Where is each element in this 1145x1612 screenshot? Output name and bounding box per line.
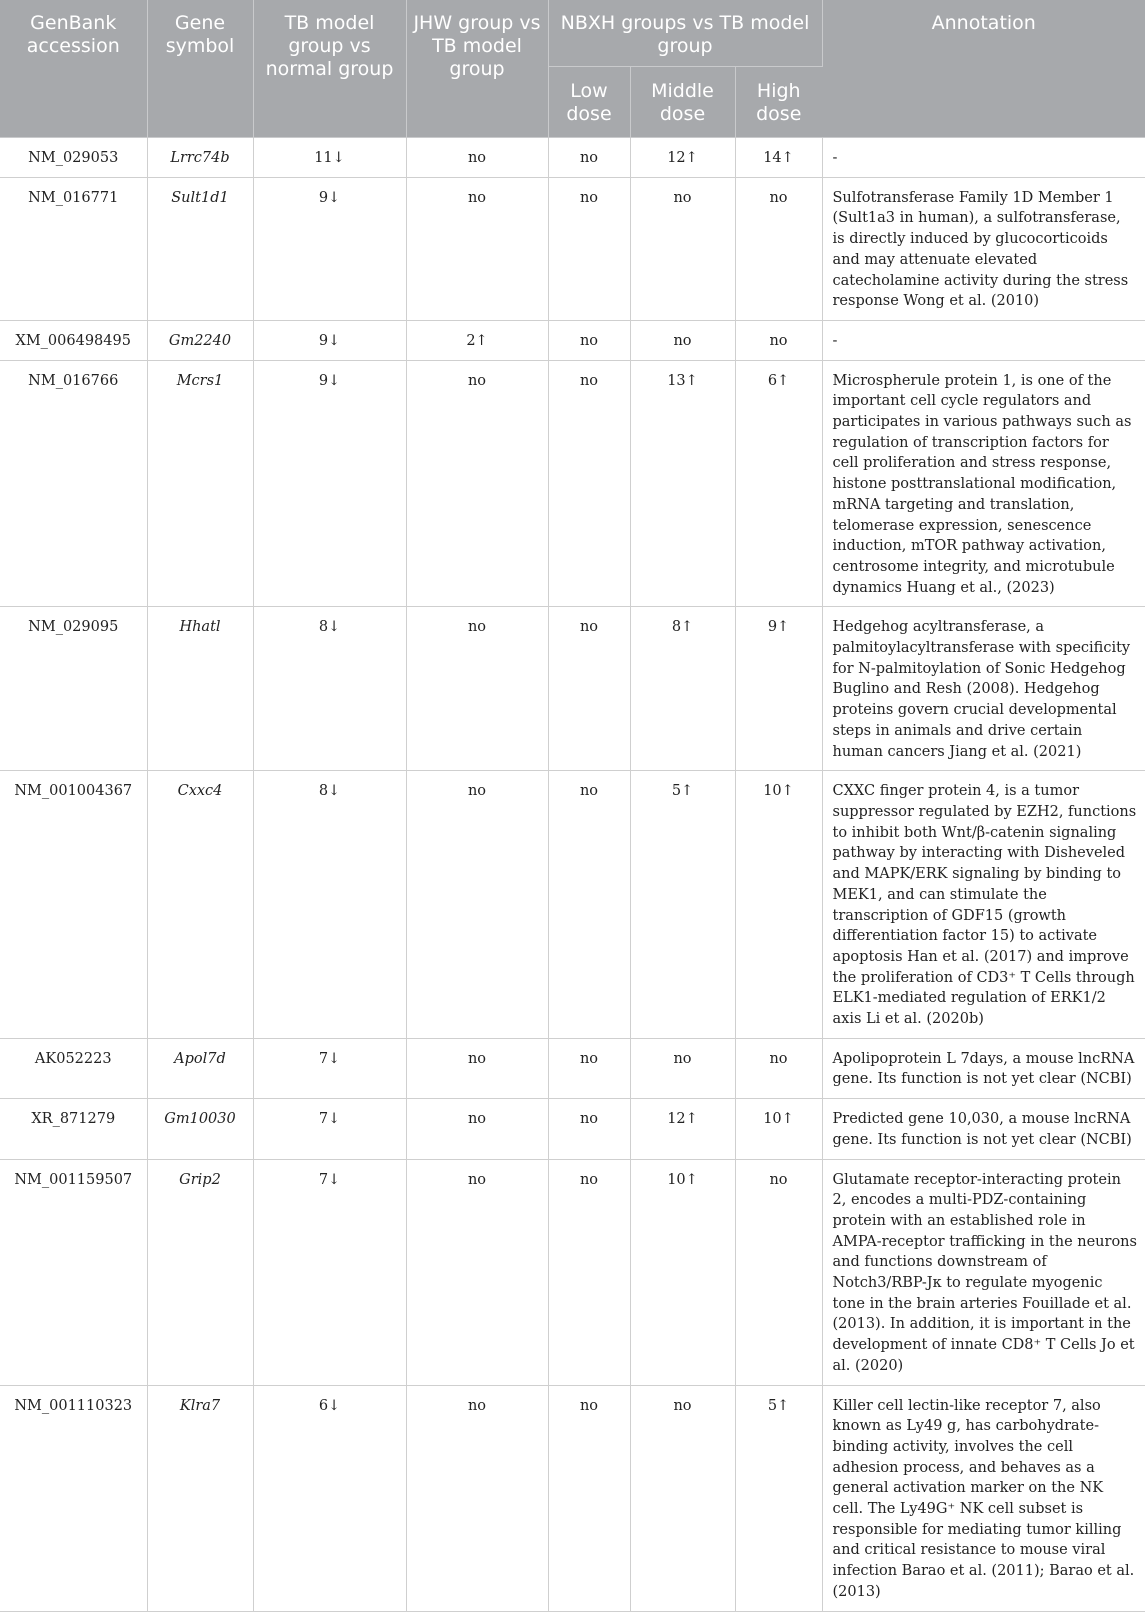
cell-annotation: Sulfotransferase Family 1D Member 1 (Sult1a3 in human), a sulfotransferase, is directly induced by glucocorticoids and may attenuate elevated catecholamine activity during the stress response Wong et al. (2010) [822,177,1145,320]
cell-middle-dose: no [630,1385,735,1611]
header-tb-vs-normal: TB model group vs normal group [253,0,406,138]
cell-low-dose: no [548,607,630,771]
cell-tb-vs-normal: 8↓ [253,771,406,1038]
cell-annotation: - [822,138,1145,178]
header-genbank-accession: GenBank accession [0,0,147,138]
table-row [0,1038,1145,1098]
cell-high-dose: no [735,320,822,360]
cell-high-dose: 5↑ [735,1385,822,1611]
cell-low-dose: no [548,320,630,360]
cell-jhw-vs-tb: 2↑ [406,320,548,360]
cell-middle-dose: 12↑ [630,1099,735,1159]
cell-low-dose: no [548,177,630,320]
cell-jhw-vs-tb: no [406,360,548,607]
cell-high-dose: no [735,1038,822,1098]
cell-tb-vs-normal: 11↓ [253,138,406,178]
cell-middle-dose: no [630,177,735,320]
cell-annotation: Killer cell lectin-like receptor 7, also known as Ly49 g, has carbohydrate-binding activity, involves the cell adhesion process, and behaves as a general activation marker on the NK cell. The Ly49G⁺ NK cell subset is responsible for mediating tumor killing and critical resistance to mouse viral infection Barao et al. (2011); Barao et al. (2013) [822,1385,1145,1611]
cell-low-dose: no [548,1038,630,1098]
cell-accession: AK052223 [0,1038,147,1098]
cell-tb-vs-normal: 7↓ [253,1099,406,1159]
cell-low-dose: no [548,1159,630,1385]
table-row [0,1099,1145,1159]
cell-accession: NM_016766 [0,360,147,607]
cell-tb-vs-normal: 8↓ [253,607,406,771]
cell-tb-vs-normal: 7↓ [253,1038,406,1098]
cell-high-dose: 10↑ [735,771,822,1038]
cell-jhw-vs-tb: no [406,607,548,771]
cell-middle-dose: 13↑ [630,360,735,607]
cell-accession: XM_006498495 [0,320,147,360]
header-jhw-vs-tb: JHW group vs TB model group [406,0,548,138]
cell-tb-vs-normal: 6↓ [253,1385,406,1611]
cell-tb-vs-normal: 9↓ [253,177,406,320]
header-nbxh-groups: NBXH groups vs TB model group [548,0,822,67]
cell-accession: NM_029095 [0,607,147,771]
cell-gene-symbol: Cxxc4 [147,771,253,1038]
header-low-dose: Low dose [548,67,630,138]
cell-tb-vs-normal: 9↓ [253,320,406,360]
cell-jhw-vs-tb: no [406,138,548,178]
cell-low-dose: no [548,771,630,1038]
cell-gene-symbol: Gm10030 [147,1099,253,1159]
cell-gene-symbol: Sult1d1 [147,177,253,320]
table-row [0,138,1145,178]
cell-gene-symbol: Apol7d [147,1038,253,1098]
cell-middle-dose: no [630,320,735,360]
header-high-dose: High dose [735,67,822,138]
cell-annotation: Glutamate receptor-interacting protein 2, encodes a multi-PDZ-containing protein with an established role in AMPA-receptor trafficking in the neurons and functions downstream of Notch3/RBP-Jκ to regulate myogenic tone in the brain arteries Fouillade et al. (2013). In addition, it is important in the development of innate CD8⁺ T Cells Jo et al. (2020) [822,1159,1145,1385]
cell-annotation: CXXC finger protein 4, is a tumor suppressor regulated by EZH2, functions to inhibit both Wnt/β-catenin signaling pathway by interacting with Disheveled and MAPK/ERK signaling by binding to MEK1, and can stimulate the transcription of GDF15 (growth differentiation factor 15) to activate apoptosis Han et al. (2017) and improve the proliferation of CD3⁺ T Cells through ELK1-mediated regulation of ERK1/2 axis Li et al. (2020b) [822,771,1145,1038]
cell-gene-symbol: Mcrs1 [147,360,253,607]
cell-high-dose: 14↑ [735,138,822,178]
table-header [0,0,1145,138]
cell-high-dose: 10↑ [735,1099,822,1159]
table-row [0,177,1145,320]
cell-gene-symbol: Grip2 [147,1159,253,1385]
cell-low-dose: no [548,1099,630,1159]
cell-accession: NM_029053 [0,138,147,178]
cell-high-dose: 9↑ [735,607,822,771]
table-row [0,320,1145,360]
cell-annotation: Microspherule protein 1, is one of the important cell cycle regulators and participates in various pathways such as regulation of transcription factors for cell proliferation and stress response, histone posttranslational modification, mRNA targeting and translation, telomerase expression, senescence induction, mTOR pathway activation, centrosome integrity, and microtubule dynamics Huang et al., (2023) [822,360,1145,607]
cell-jhw-vs-tb: no [406,1385,548,1611]
cell-middle-dose: 8↑ [630,607,735,771]
table-row [0,771,1145,1038]
cell-middle-dose: no [630,1038,735,1098]
cell-high-dose: no [735,177,822,320]
cell-tb-vs-normal: 7↓ [253,1159,406,1385]
cell-high-dose: 6↑ [735,360,822,607]
cell-jhw-vs-tb: no [406,1038,548,1098]
cell-middle-dose: 10↑ [630,1159,735,1385]
cell-accession: NM_016771 [0,177,147,320]
cell-jhw-vs-tb: no [406,1159,548,1385]
cell-high-dose: no [735,1159,822,1385]
cell-jhw-vs-tb: no [406,1099,548,1159]
cell-accession: NM_001004367 [0,771,147,1038]
cell-middle-dose: 5↑ [630,771,735,1038]
cell-accession: NM_001159507 [0,1159,147,1385]
table-row [0,360,1145,607]
cell-accession: XR_871279 [0,1099,147,1159]
cell-gene-symbol: Klra7 [147,1385,253,1611]
cell-low-dose: no [548,360,630,607]
cell-jhw-vs-tb: no [406,177,548,320]
cell-low-dose: no [548,138,630,178]
cell-gene-symbol: Hhatl [147,607,253,771]
table-body [0,138,1145,1612]
cell-gene-symbol: Lrrc74b [147,138,253,178]
cell-low-dose: no [548,1385,630,1611]
table-row [0,1159,1145,1385]
cell-middle-dose: 12↑ [630,138,735,178]
cell-gene-symbol: Gm2240 [147,320,253,360]
cell-tb-vs-normal: 9↓ [253,360,406,607]
cell-jhw-vs-tb: no [406,771,548,1038]
header-gene-symbol: Gene symbol [147,0,253,138]
cell-accession: NM_001110323 [0,1385,147,1611]
cell-annotation: Hedgehog acyltransferase, a palmitoylacyltransferase with specificity for N-palmitoylation of Sonic Hedgehog Buglino and Resh (2008). Hedgehog proteins govern crucial developmental steps in animals and drive certain human cancers Jiang et al. (2021) [822,607,1145,771]
cell-annotation: - [822,320,1145,360]
cell-annotation: Apolipoprotein L 7days, a mouse lncRNA gene. Its function is not yet clear (NCBI) [822,1038,1145,1098]
cell-annotation: Predicted gene 10,030, a mouse lncRNA gene. Its function is not yet clear (NCBI) [822,1099,1145,1159]
table-row [0,1385,1145,1611]
header-middle-dose: Middle dose [630,67,735,138]
header-annotation: Annotation [822,0,1145,138]
table-row [0,607,1145,771]
